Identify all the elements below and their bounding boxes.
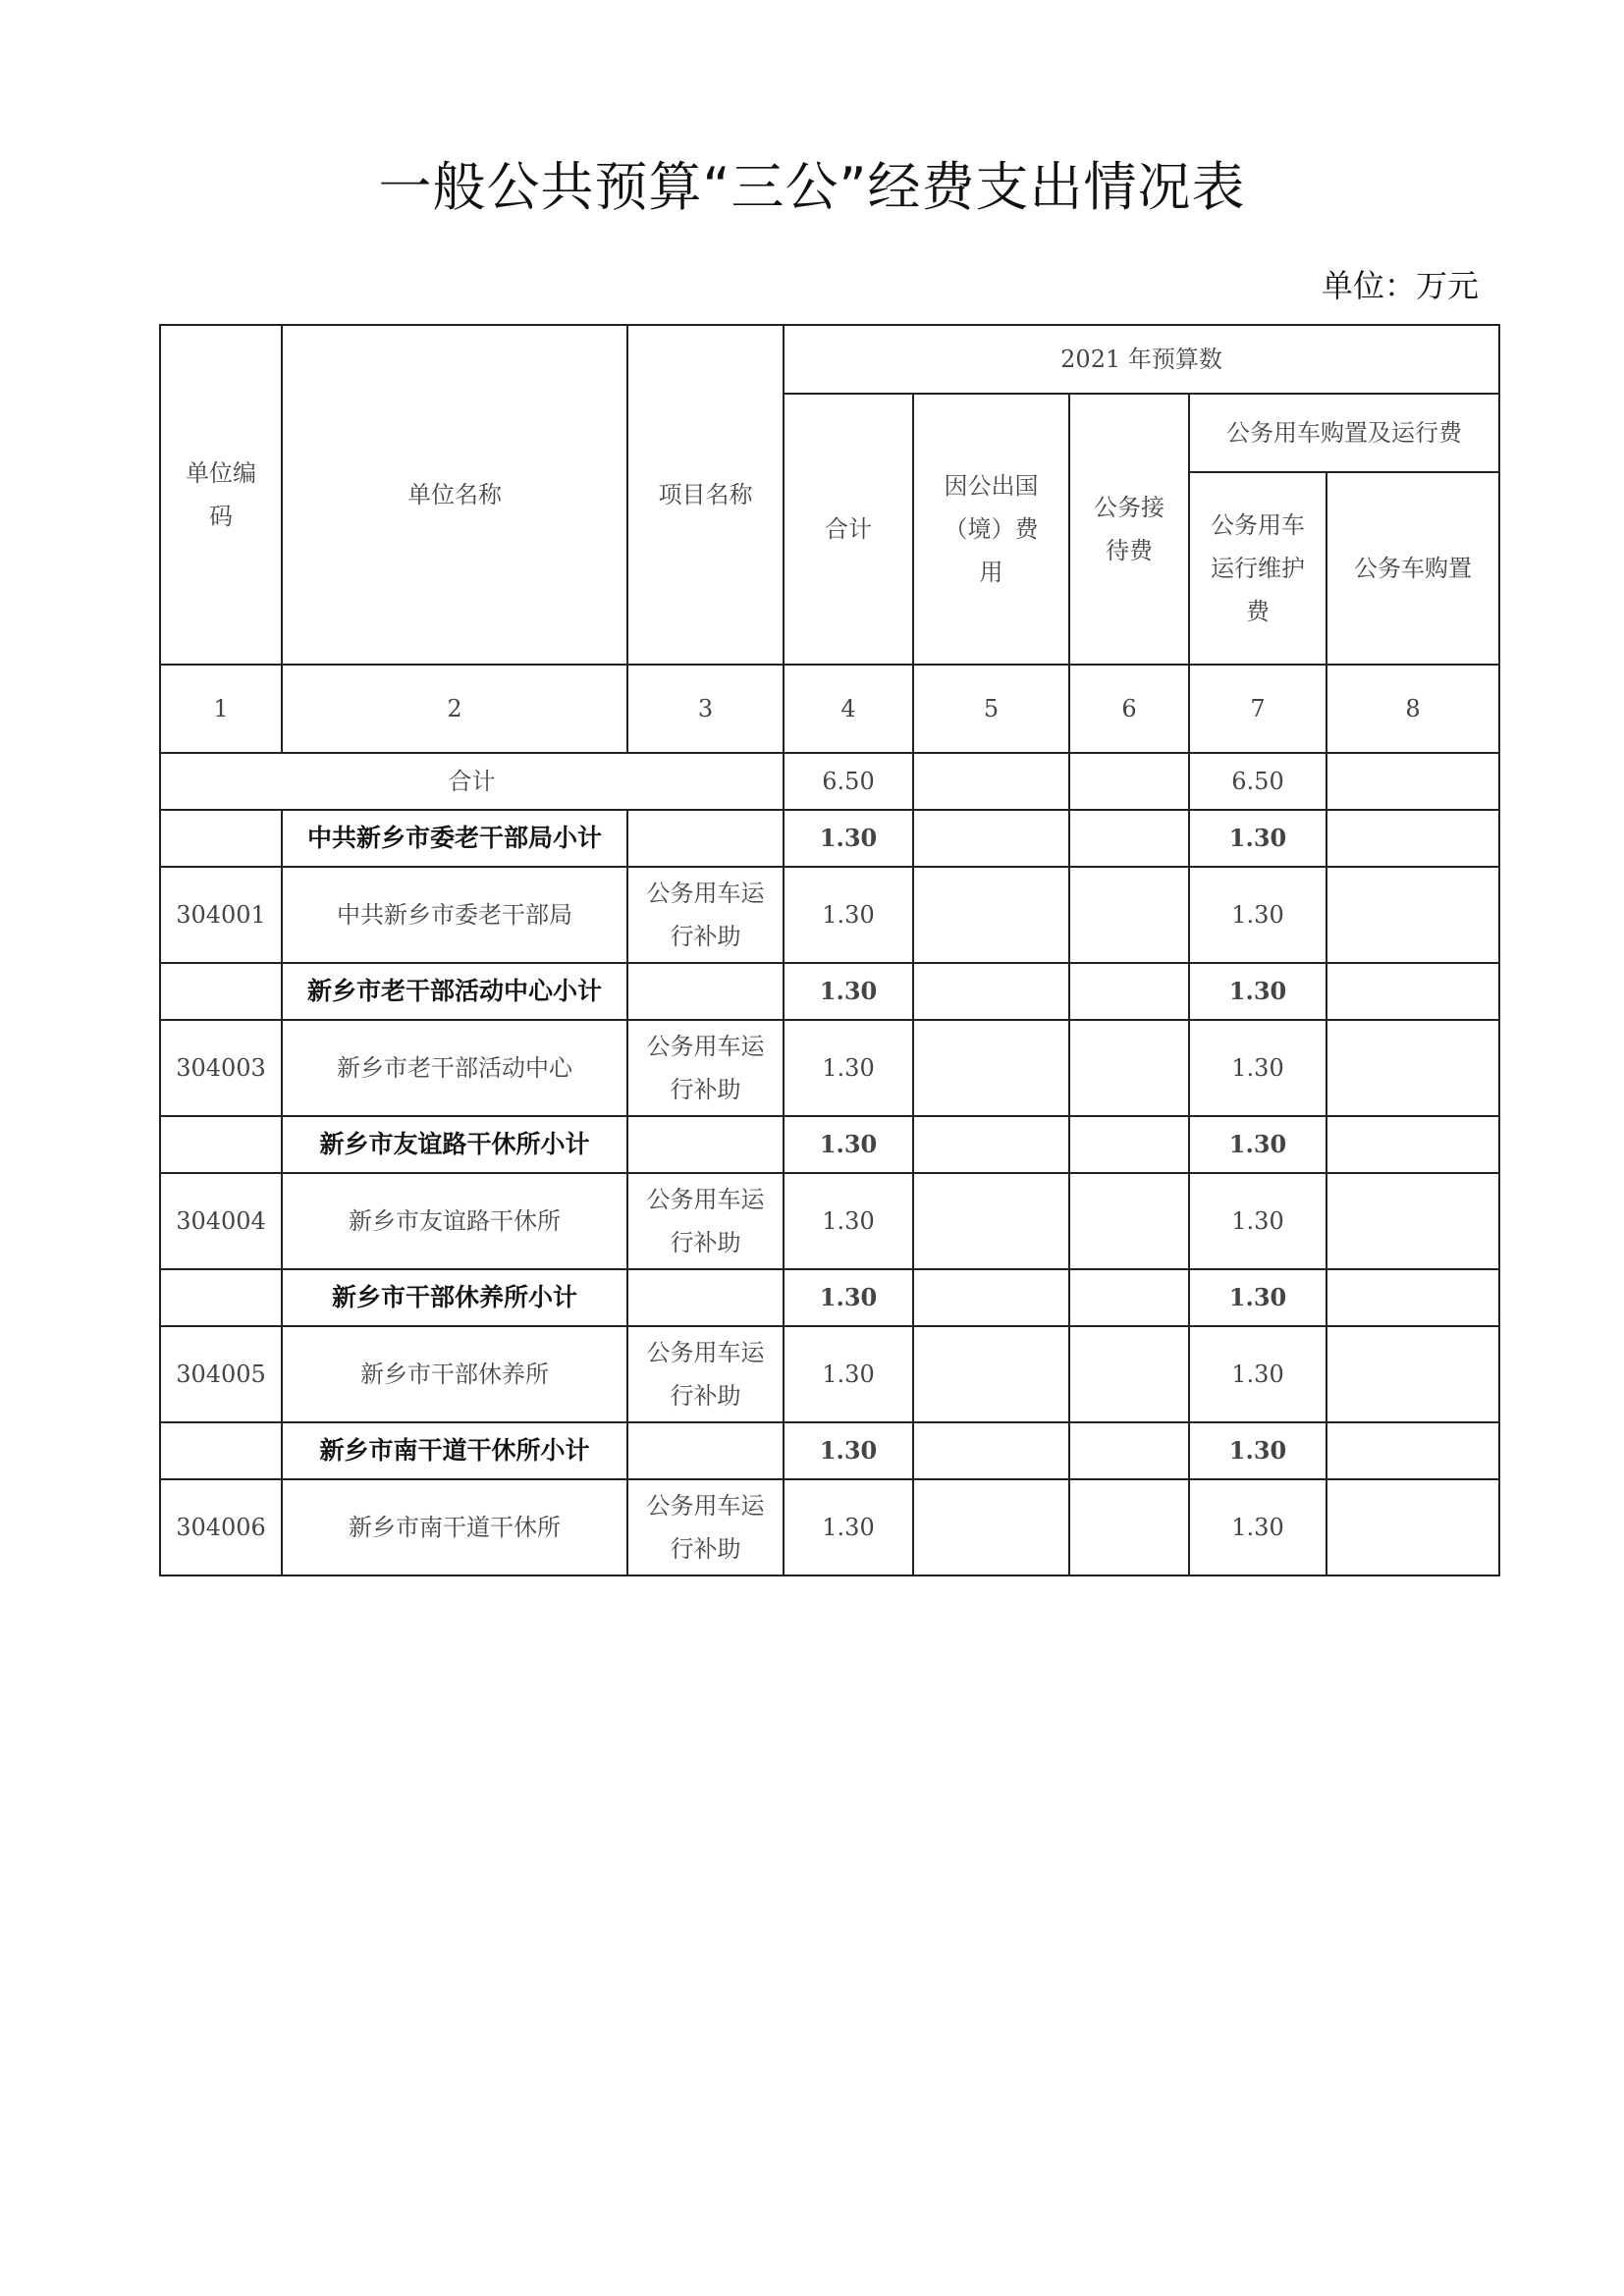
cell-vehicle-purchase xyxy=(1326,1422,1499,1479)
subtotal-row xyxy=(160,1422,1499,1479)
col-index-1: 1 xyxy=(160,665,282,753)
unit-label: 单位：万元 xyxy=(1321,267,1479,304)
header-vehicle-group: 公务用车购置及运行费 xyxy=(1189,394,1499,472)
cell-project-name xyxy=(627,1269,784,1326)
header-reception: 公务接待费 xyxy=(1069,394,1189,665)
header-vehicle-maint: 公务用车运行维护费 xyxy=(1189,472,1326,665)
cell-abroad xyxy=(913,810,1069,867)
cell-reception xyxy=(1069,1422,1189,1479)
cell-vehicle-maint: 1.30 xyxy=(1189,867,1326,963)
cell-unit-name: 新乡市友谊路干休所 xyxy=(282,1173,627,1269)
col-index-2: 2 xyxy=(282,665,627,753)
cell-abroad xyxy=(913,1269,1069,1326)
header-vehicle-purchase: 公务车购置 xyxy=(1326,472,1499,665)
col-index-5: 5 xyxy=(913,665,1069,753)
total-vehicle-maint: 6.50 xyxy=(1189,753,1326,810)
cell-unit-name: 新乡市南干道干休所 xyxy=(282,1479,627,1575)
cell-vehicle-purchase xyxy=(1326,1269,1499,1326)
total-vehicle-purchase xyxy=(1326,753,1499,810)
cell-unit-name: 新乡市老干部活动中心小计 xyxy=(282,963,627,1020)
cell-project-name xyxy=(627,1116,784,1173)
cell-total: 1.30 xyxy=(784,810,913,867)
cell-unit-code xyxy=(160,1422,282,1479)
cell-vehicle-purchase xyxy=(1326,1020,1499,1116)
header-project-name: 项目名称 xyxy=(627,325,784,665)
cell-abroad xyxy=(913,1173,1069,1269)
header-unit-name: 单位名称 xyxy=(282,325,627,665)
detail-row xyxy=(160,1326,1499,1422)
cell-unit-code xyxy=(160,1269,282,1326)
detail-row xyxy=(160,867,1499,963)
cell-reception xyxy=(1069,1479,1189,1575)
cell-vehicle-maint: 1.30 xyxy=(1189,1020,1326,1116)
subtotal-row xyxy=(160,1116,1499,1173)
cell-project-name: 公务用车运行补助 xyxy=(627,1173,784,1269)
cell-abroad xyxy=(913,867,1069,963)
cell-total: 1.30 xyxy=(784,1269,913,1326)
detail-row xyxy=(160,1479,1499,1575)
cell-reception xyxy=(1069,810,1189,867)
cell-total: 1.30 xyxy=(784,963,913,1020)
cell-total: 1.30 xyxy=(784,1479,913,1575)
detail-row xyxy=(160,1020,1499,1116)
cell-vehicle-purchase xyxy=(1326,810,1499,867)
cell-vehicle-maint: 1.30 xyxy=(1189,1116,1326,1173)
cell-vehicle-maint: 1.30 xyxy=(1189,810,1326,867)
cell-unit-name: 新乡市南干道干休所小计 xyxy=(282,1422,627,1479)
header-unit-code: 单位编码 xyxy=(160,325,282,665)
cell-unit-name: 中共新乡市委老干部局 xyxy=(282,867,627,963)
cell-reception xyxy=(1069,1116,1189,1173)
cell-reception xyxy=(1069,1173,1189,1269)
col-index-8: 8 xyxy=(1326,665,1499,753)
cell-abroad xyxy=(913,1116,1069,1173)
total-label: 合计 xyxy=(160,753,784,810)
cell-vehicle-purchase xyxy=(1326,867,1499,963)
cell-total: 1.30 xyxy=(784,1116,913,1173)
cell-reception xyxy=(1069,1269,1189,1326)
detail-row xyxy=(160,1173,1499,1269)
page-title: 一般公共预算“三公”经费支出情况表 xyxy=(378,156,1246,218)
cell-unit-code: 304001 xyxy=(160,867,282,963)
cell-project-name: 公务用车运行补助 xyxy=(627,1020,784,1116)
cell-vehicle-maint: 1.30 xyxy=(1189,963,1326,1020)
cell-unit-code xyxy=(160,963,282,1020)
cell-project-name xyxy=(627,1422,784,1479)
cell-unit-code xyxy=(160,1116,282,1173)
cell-vehicle-purchase xyxy=(1326,1173,1499,1269)
cell-total: 1.30 xyxy=(784,1326,913,1422)
cell-vehicle-purchase xyxy=(1326,1326,1499,1422)
cell-unit-code: 304006 xyxy=(160,1479,282,1575)
cell-total: 1.30 xyxy=(784,1173,913,1269)
col-index-7: 7 xyxy=(1189,665,1326,753)
cell-total: 1.30 xyxy=(784,1422,913,1479)
subtotal-row xyxy=(160,963,1499,1020)
cell-unit-code: 304004 xyxy=(160,1173,282,1269)
expense-table xyxy=(159,324,1500,1576)
cell-vehicle-maint: 1.30 xyxy=(1189,1173,1326,1269)
cell-unit-code: 304003 xyxy=(160,1020,282,1116)
cell-project-name xyxy=(627,810,784,867)
total-value: 6.50 xyxy=(784,753,913,810)
cell-abroad xyxy=(913,1020,1069,1116)
cell-vehicle-maint: 1.30 xyxy=(1189,1326,1326,1422)
col-index-4: 4 xyxy=(784,665,913,753)
cell-unit-name: 新乡市友谊路干休所小计 xyxy=(282,1116,627,1173)
cell-unit-name: 新乡市干部休养所 xyxy=(282,1326,627,1422)
col-index-3: 3 xyxy=(627,665,784,753)
cell-abroad xyxy=(913,1326,1069,1422)
cell-unit-code xyxy=(160,810,282,867)
cell-project-name: 公务用车运行补助 xyxy=(627,1479,784,1575)
total-reception xyxy=(1069,753,1189,810)
cell-unit-name: 新乡市干部休养所小计 xyxy=(282,1269,627,1326)
cell-reception xyxy=(1069,963,1189,1020)
subtotal-row xyxy=(160,810,1499,867)
cell-project-name xyxy=(627,963,784,1020)
cell-vehicle-purchase xyxy=(1326,1479,1499,1575)
cell-abroad xyxy=(913,1422,1069,1479)
cell-unit-code: 304005 xyxy=(160,1326,282,1422)
cell-project-name: 公务用车运行补助 xyxy=(627,867,784,963)
header-total: 合计 xyxy=(784,394,913,665)
cell-unit-name: 中共新乡市委老干部局小计 xyxy=(282,810,627,867)
cell-reception xyxy=(1069,1020,1189,1116)
cell-total: 1.30 xyxy=(784,1020,913,1116)
cell-abroad xyxy=(913,963,1069,1020)
cell-project-name: 公务用车运行补助 xyxy=(627,1326,784,1422)
cell-vehicle-purchase xyxy=(1326,963,1499,1020)
cell-vehicle-purchase xyxy=(1326,1116,1499,1173)
cell-reception xyxy=(1069,867,1189,963)
cell-abroad xyxy=(913,1479,1069,1575)
subtotal-row xyxy=(160,1269,1499,1326)
cell-vehicle-maint: 1.30 xyxy=(1189,1269,1326,1326)
cell-unit-name: 新乡市老干部活动中心 xyxy=(282,1020,627,1116)
cell-vehicle-maint: 1.30 xyxy=(1189,1422,1326,1479)
header-budget-year: 2021 年预算数 xyxy=(784,325,1499,394)
cell-vehicle-maint: 1.30 xyxy=(1189,1479,1326,1575)
total-row xyxy=(160,753,1499,810)
cell-total: 1.30 xyxy=(784,867,913,963)
total-abroad xyxy=(913,753,1069,810)
col-index-6: 6 xyxy=(1069,665,1189,753)
header-abroad: 因公出国（境）费用 xyxy=(913,394,1069,665)
cell-reception xyxy=(1069,1326,1189,1422)
